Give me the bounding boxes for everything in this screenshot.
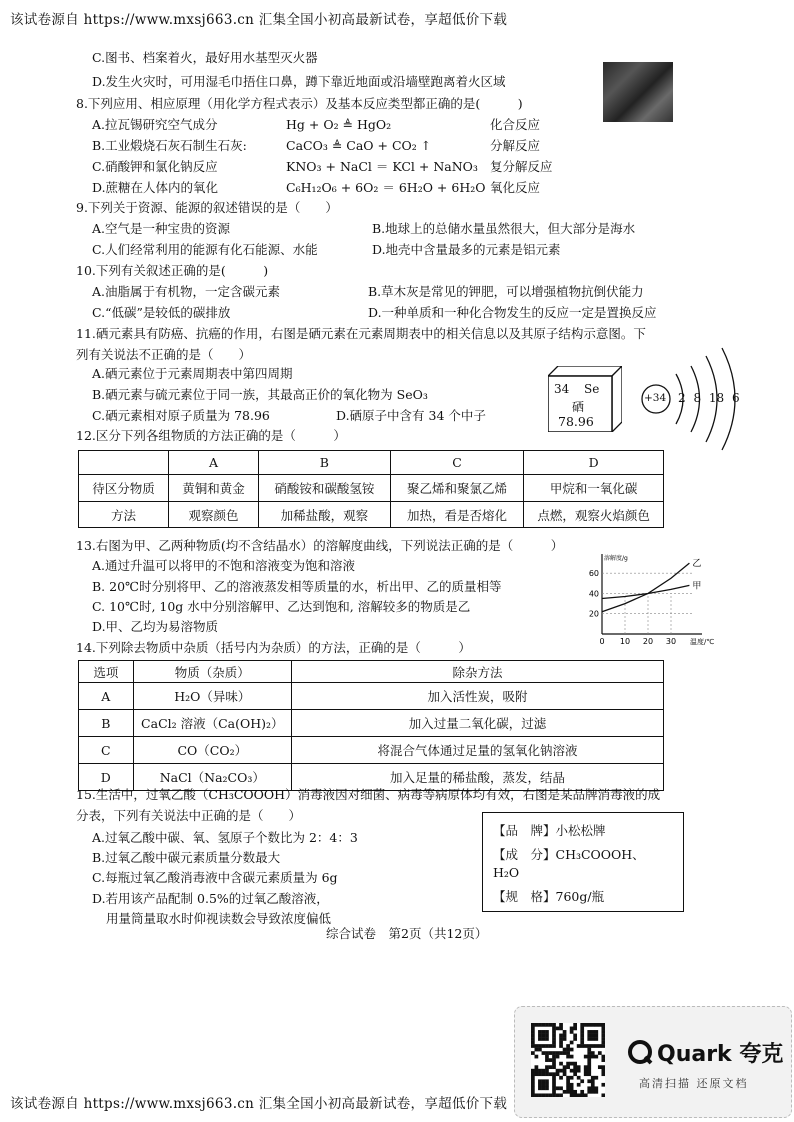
element-symbol: Se <box>584 382 600 396</box>
q10-option-c: C.“低碳”是较低的碳排放 <box>92 305 231 320</box>
q15-option-d-1: D.若用该产品配制 0.5%的过氧乙酸溶液， <box>92 891 329 906</box>
photo-image <box>603 62 673 122</box>
q15-option-a: A.过氧乙酸中碳、氧、氢原子个数比为 2：4：3 <box>92 830 358 845</box>
q15-option-b: B.过氧乙酸中碳元素质量分数最大 <box>92 850 281 865</box>
solubility-chart <box>584 550 714 646</box>
q8-a-type: 化合反应 <box>490 117 541 132</box>
q13-option-d: D.甲、乙均为易溶物质 <box>92 619 219 634</box>
q13-option-b: B. 20℃时分别将甲、乙的溶液蒸发相等质量的水，析出甲、乙的质量相等 <box>92 579 502 594</box>
quark-logo-icon <box>627 1039 653 1065</box>
q8-b-type: 分解反应 <box>490 138 541 153</box>
table-cell: H₂O（异味） <box>133 683 291 710</box>
table-cell: 观察颜色 <box>169 502 259 528</box>
table-cell: A <box>79 683 134 710</box>
table-cell: 加入足量的稀盐酸，蒸发，结晶 <box>291 764 663 791</box>
table-cell: 加稀盐酸，观察 <box>259 502 391 528</box>
table-cell: 甲烷和一氧化碳 <box>524 475 664 502</box>
table-cell: B <box>79 710 134 737</box>
q13-option-c: C. 10℃时, 10g 水中分别溶解甲、乙达到饱和, 溶解较多的物质是乙 <box>92 599 471 614</box>
label-brand: 【品 牌】小松松牌 <box>493 823 606 838</box>
table-cell: 硝酸铵和碳酸氢铵 <box>259 475 391 502</box>
atom-nucleus: +34 <box>644 392 667 404</box>
label-spec: 【规 格】760g/瓶 <box>493 889 605 904</box>
q12-header-cell: B <box>259 451 391 475</box>
q8-b-app: B.工业煅烧石灰石制生石灰: <box>92 138 247 153</box>
y-tick-label: 20 <box>588 609 599 619</box>
series-label: 甲 <box>692 581 702 592</box>
atom-structure-diagram <box>636 344 776 454</box>
y-tick-label: 60 <box>588 569 599 579</box>
q7-option-d: D.发生火灾时，可用湿毛巾捂住口鼻，蹲下靠近地面或沿墙壁跑离着火区域 <box>92 74 506 89</box>
q14-header-cell: 除杂方法 <box>291 661 663 683</box>
table-cell: 加热，看是否熔化 <box>390 502 524 528</box>
series-line <box>602 563 689 612</box>
q11-option-a: A.硒元素位于元素周期表中第四周期 <box>92 366 293 381</box>
q14-table <box>78 660 664 791</box>
q8-c-app: C.硝酸钾和氯化钠反应 <box>92 159 218 174</box>
q9-option-c: C.人们经常利用的能源有化石能源、水能 <box>92 242 318 257</box>
q12-header-cell: A <box>169 451 259 475</box>
q8-d-eq: C₆H₁₂O₆ + 6O₂ ＝ 6H₂O + 6H₂O <box>286 180 486 195</box>
q11-option-b: B.硒元素与硫元素位于同一族，其最高正价的氧化物为 SeO₃ <box>92 387 428 402</box>
q11-stem-2: 列有关说法不正确的是（ ） <box>76 347 252 362</box>
x-tick-label: 10 <box>619 637 631 646</box>
q15-stem-1: 15.生活中，过氧乙酸（CH₃COOOH）消毒液因对细菌、病毒等病原体均有效，右图是某品牌消毒液的成 <box>76 787 661 802</box>
q15-stem-2: 分表，下列有关说法中正确的是（ ） <box>76 808 302 823</box>
source-footer: 该试卷源自 https://www.mxsj663.cn 汇集全国小初高最新试卷，享超低价下载 <box>10 1096 508 1112</box>
y-axis-label: 溶解度/g <box>604 555 628 562</box>
q12-table <box>78 450 664 528</box>
table-cell: CaCl₂ 溶液（Ca(OH)₂） <box>133 710 291 737</box>
q9-option-a: A.空气是一种宝贵的资源 <box>92 221 231 236</box>
table-cell: 点燃，观察火焰颜色 <box>524 502 664 528</box>
table-cell: 加入过量二氧化碳，过滤 <box>291 710 663 737</box>
x-tick-label: 30 <box>665 637 677 646</box>
table-cell: 加入活性炭，吸附 <box>291 683 663 710</box>
q13-option-a: A.通过升温可以将甲的不饱和溶液变为饱和溶液 <box>92 558 356 573</box>
table-cell: CO（CO₂） <box>133 737 291 764</box>
series-line <box>602 585 689 598</box>
table-cell: 将混合气体通过足量的氢氧化钠溶液 <box>291 737 663 764</box>
q12-header-cell <box>79 451 169 475</box>
q8-stem: 8.下列应用、相应原理（用化学方程式表示）及基本反应类型都正确的是( ) <box>76 96 523 111</box>
element-card <box>548 366 622 432</box>
table-cell: 聚乙烯和聚氯乙烯 <box>390 475 524 502</box>
q12-stem: 12.区分下列各组物质的方法正确的是（ ） <box>76 428 346 443</box>
q15-option-d-2: 用量筒量取水时仰视读数会导致浓度偏低 <box>106 911 332 926</box>
element-name: 硒 <box>572 400 585 414</box>
label-composition-cont: H₂O <box>493 865 520 880</box>
table-row <box>79 475 664 502</box>
q8-d-type: 氧化反应 <box>490 180 541 195</box>
element-mass: 78.96 <box>558 414 594 429</box>
y-tick-label: 40 <box>588 589 599 599</box>
element-number: 34 <box>554 382 570 396</box>
table-row <box>79 737 664 764</box>
series-label: 乙 <box>692 559 702 570</box>
q11-option-c: C.硒元素相对原子质量为 78.96 <box>92 408 270 423</box>
label-composition: 【成 分】CH₃COOOH、 <box>493 847 645 862</box>
x-tick-label: 0 <box>599 637 605 646</box>
table-row <box>79 683 664 710</box>
atom-shells: 2 8 18 6 <box>678 391 740 405</box>
q8-c-eq: KNO₃ + NaCl ＝ KCl + NaNO₃ <box>286 159 478 174</box>
page-footer: 综合试卷 第2页（共12页） <box>326 926 488 941</box>
q12-header-cell: D <box>524 451 664 475</box>
x-tick-label: 20 <box>642 637 654 646</box>
q9-option-b: B.地球上的总储水量虽然很大，但大部分是海水 <box>372 221 636 236</box>
table-row <box>79 710 664 737</box>
product-label-box <box>482 812 684 912</box>
q10-stem: 10.下列有关叙述正确的是( ) <box>76 263 269 278</box>
q11-stem-1: 11.硒元素具有防癌、抗癌的作用，右图是硒元素在元素周期表中的相关信息以及其原子结构示意图。下 <box>76 326 646 341</box>
q13-stem: 13.右图为甲、乙两种物质(均不含结晶水）的溶解度曲线，下列说法正确的是（ ） <box>76 538 564 553</box>
source-header: 该试卷源自 https://www.mxsj663.cn 汇集全国小初高最新试卷，享超低价下载 <box>10 12 508 28</box>
q8-d-app: D.蔗糖在人体内的氧化 <box>92 180 219 195</box>
q7-option-c: C.图书、档案着火，最好用水基型灭火器 <box>92 50 318 65</box>
table-cell: C <box>79 737 134 764</box>
quark-logo-text: Quark 夸克 <box>657 1042 784 1067</box>
q11-option-d: D.硒原子中含有 34 个中子 <box>336 408 486 423</box>
q14-stem: 14.下列除去物质中杂质（括号内为杂质）的方法，正确的是（ ） <box>76 640 471 655</box>
table-cell: 方法 <box>79 502 169 528</box>
q15-option-c: C.每瓶过氧乙酸消毒液中含碳元素质量为 6g <box>92 870 338 885</box>
quark-subtitle: 高清扫描 还原文档 <box>639 1077 749 1090</box>
q14-header-cell: 选项 <box>79 661 134 683</box>
q8-a-eq: Hg + O₂ ≜ HgO₂ <box>286 117 392 132</box>
x-axis-label: 温度/℃ <box>690 638 714 646</box>
q10-option-a: A.油脂属于有机物，一定含碳元素 <box>92 284 281 299</box>
q12-header-cell: C <box>390 451 524 475</box>
table-row <box>79 502 664 528</box>
q10-option-b: B.草木灰是常见的钾肥，可以增强植物抗倒伏能力 <box>368 284 644 299</box>
q9-stem: 9.下列关于资源、能源的叙述错误的是（ ） <box>76 200 338 215</box>
q8-b-eq: CaCO₃ ≜ CaO + CO₂ ↑ <box>286 138 432 153</box>
table-cell: 待区分物质 <box>79 475 169 502</box>
table-cell: 黄铜和黄金 <box>169 475 259 502</box>
q14-header-cell: 物质（杂质） <box>133 661 291 683</box>
q8-c-type: 复分解反应 <box>490 159 553 174</box>
q8-a-app: A.拉瓦锡研究空气成分 <box>92 117 218 132</box>
qr-code-icon <box>531 1023 605 1097</box>
table-cell: NaCl（Na₂CO₃） <box>133 764 291 791</box>
q9-option-d: D.地壳中含量最多的元素是铝元素 <box>372 242 561 257</box>
quark-watermark <box>514 1006 792 1118</box>
table-cell: D <box>79 764 134 791</box>
q10-option-d: D.一种单质和一种化合物发生的反应一定是置换反应 <box>368 305 657 320</box>
